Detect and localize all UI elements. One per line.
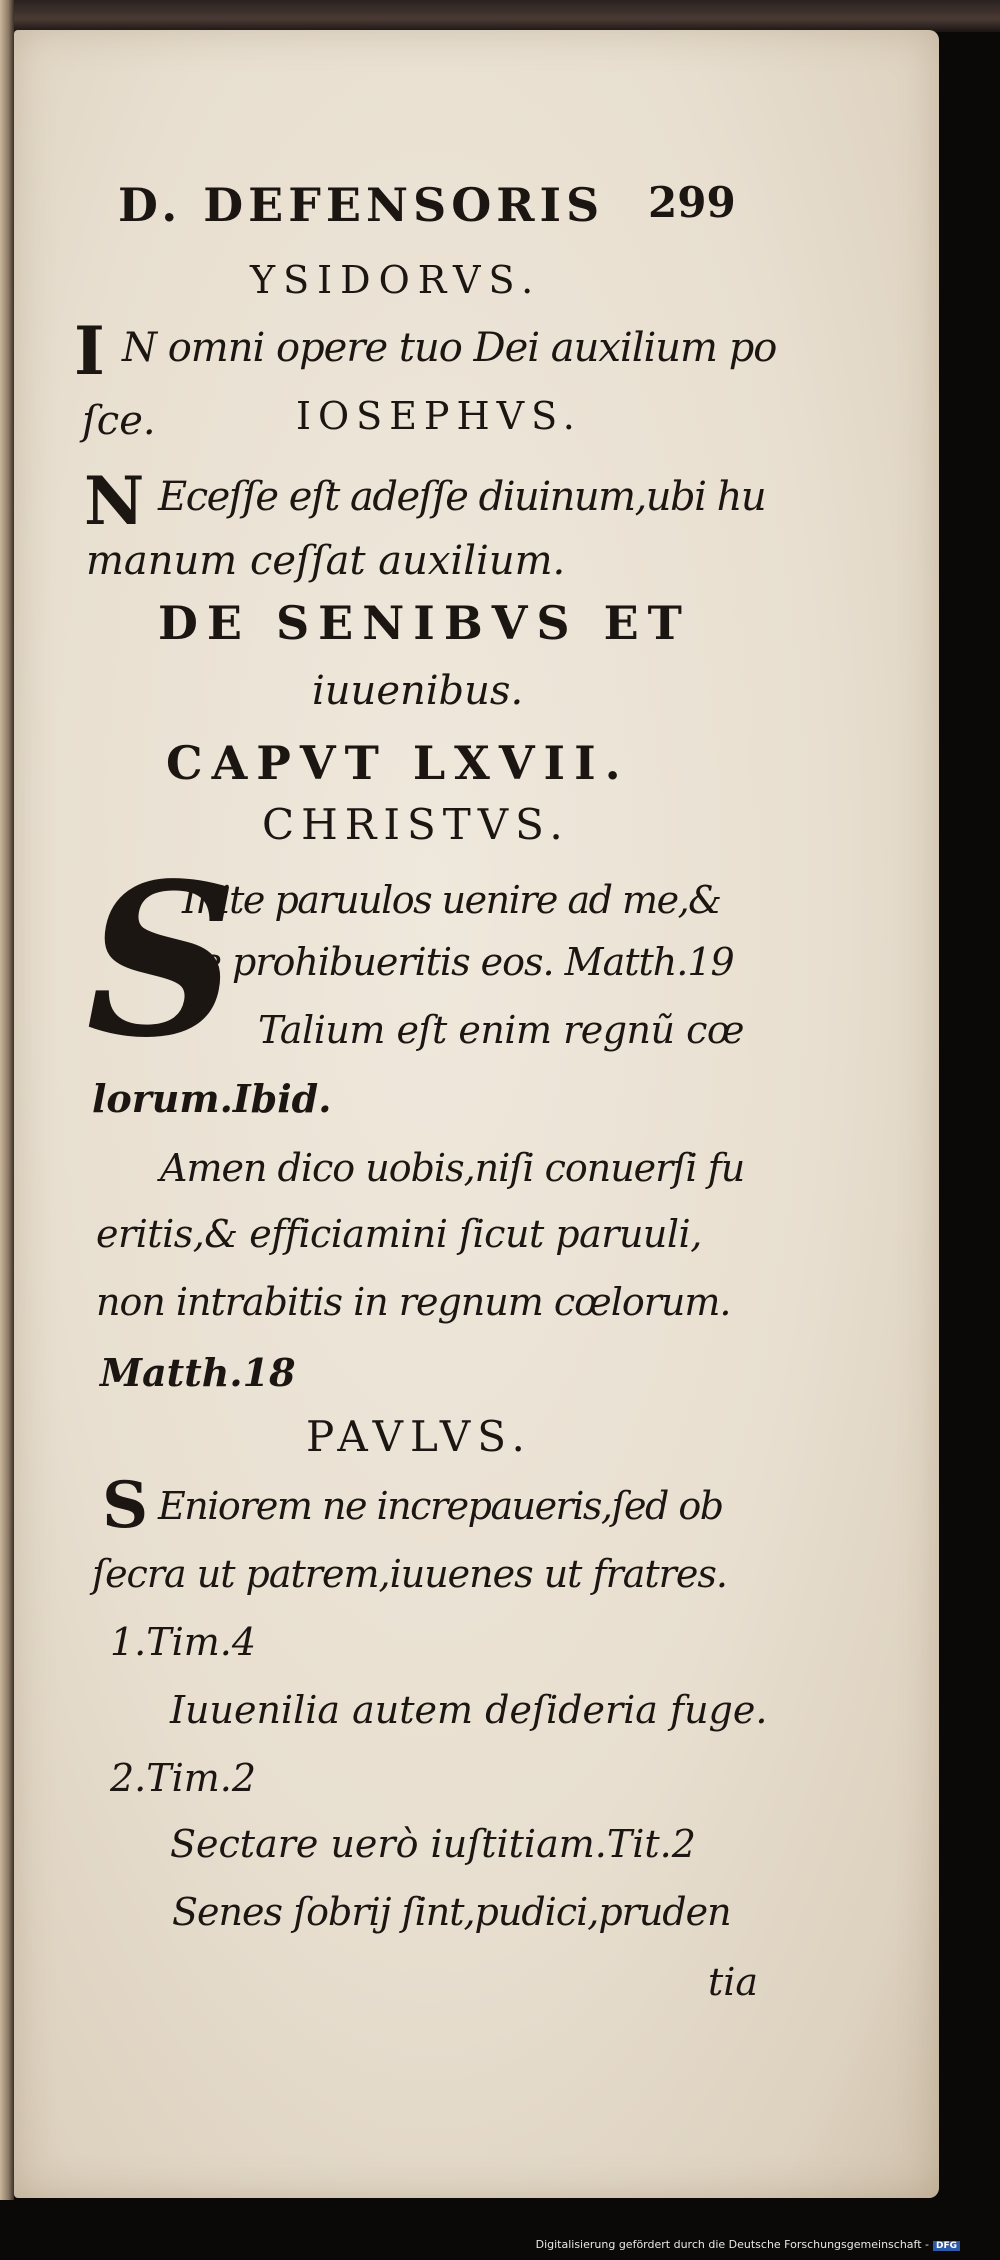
paulus-text-line-7: Senes ſobrij ſint,pudici,pruden: [172, 1890, 731, 1934]
digitization-credit: [536, 2238, 960, 2251]
funding-note-text: Digitalisierung gefördert durch die Deutsche Forschungsgemeinschaft -: [535, 2238, 929, 2251]
christus-text-line-6: eritis,& efficiamini ſicut paruuli,: [96, 1212, 702, 1256]
christus-text-line-7: non intrabitis in regnum cœlorum.: [96, 1280, 731, 1324]
christus-text-line-5: Amen dico uobis,niſi conuerſi fu: [160, 1146, 745, 1190]
iosephus-text-line-2: manum ceſſat auxilium.: [86, 538, 566, 584]
ysidorus-text-line-2: ſce.: [82, 398, 156, 444]
dfg-logo: DFG: [933, 2241, 960, 2251]
chapter-number: CAPVT LXVII.: [166, 736, 630, 790]
iosephus-text-line-1: Eceſſe eſt adeſſe diuinum,ubi hu: [158, 474, 766, 520]
paulus-text-line-4: Iuuenilia autem deſideria fuge.: [170, 1688, 768, 1732]
chapter-title-line-2: iuuenibus.: [312, 668, 524, 714]
paulus-text-line-3: 1.Tim.4: [110, 1620, 257, 1664]
paulus-text-line-2: ſecra ut patrem,iuuenes ut fratres.: [92, 1552, 727, 1596]
paulus-text-line-1: Eniorem ne increpaueris,ſed ob: [158, 1484, 723, 1528]
chapter-title-line-1: DE SENIBVS ET: [158, 596, 691, 650]
catchword: tia: [708, 1960, 759, 2004]
initial-letter-i: I: [74, 312, 105, 390]
ysidorus-text-line-1: N omni opere tuo Dei auxilium po: [122, 325, 777, 371]
book-top-edge: [0, 0, 1000, 32]
initial-letter-s: S: [102, 1468, 149, 1543]
christus-text-line-2: ne prohibueritis eos. Matth.19: [176, 940, 734, 984]
christus-text-line-3: Talium eſt enim regnũ cœ: [258, 1008, 744, 1052]
section-heading-ysidorus: YSIDORVS.: [250, 258, 542, 302]
book-spine-edge: [0, 0, 14, 2220]
scan-background: [0, 2200, 1000, 2260]
christus-text-line-8: Matth.18: [100, 1350, 296, 1395]
initial-letter-n: N: [84, 462, 145, 540]
section-heading-christus: CHRISTVS.: [262, 800, 570, 849]
paulus-text-line-6: Sectare uerò iuſtitiam.Tit.2: [170, 1822, 696, 1866]
christus-text-line-4: lorum.Ibid.: [92, 1076, 332, 1121]
section-heading-paulus: PAVLVS.: [306, 1412, 532, 1461]
running-title: D. DEFENSORIS: [118, 178, 605, 232]
page-number: 299: [648, 178, 736, 227]
large-initial-letter-s: S: [86, 837, 238, 1084]
christus-text-line-1: Inite paruulos uenire ad me,&: [182, 878, 721, 922]
section-heading-iosephus: IOSEPHVS.: [296, 394, 582, 438]
paulus-text-line-5: 2.Tim.2: [110, 1756, 257, 1800]
